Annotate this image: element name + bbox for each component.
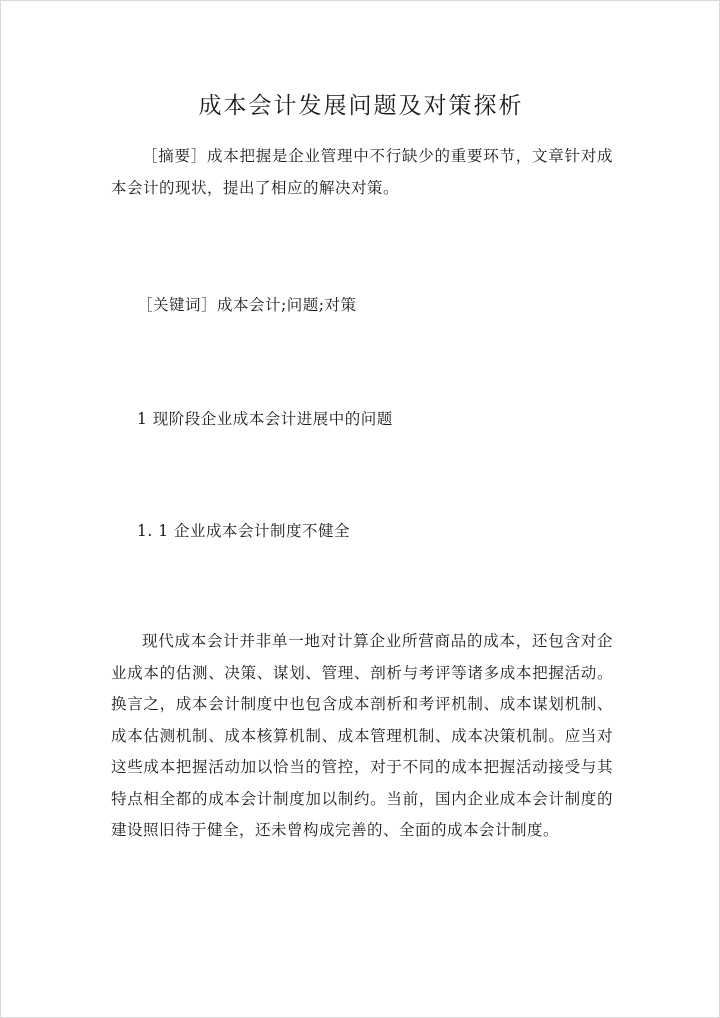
document-title: 成本会计发展问题及对策探析 (198, 93, 524, 119)
keywords-line: ［关键词］成本会计;问题;对策 (137, 296, 357, 314)
body-paragraph: 现代成本会计并非单一地对计算企业所营商品的成本，还包含对企业成本的估测、决策、谋划、管理、剖析与考评等诸多成本把握活动。换言之，成本会计制度中也包含成本剖析和考评机制、成本谋划机制、成本估测机制、成本核算机制、成本管理机制、成本决策机制。应当对这些成本把握活动加以恰当的管控，对于不同的成本把握活动接受与其特点相全都的成本会计制度加以制约。当前，国内企业成本会计制度的建设照旧待于健全，还未曾构成完善的、全面的成本会计制度。 (111, 632, 613, 839)
abstract-paragraph: ［摘要］成本把握是企业管理中不行缺少的重要环节，文章针对成本会计的现状，提出了相应的解决对策。 (111, 147, 613, 197)
section-heading: 1 现阶段企业成本会计进展中的问题 (137, 410, 393, 428)
subsection-heading: 1. 1 企业成本会计制度不健全 (137, 522, 351, 540)
